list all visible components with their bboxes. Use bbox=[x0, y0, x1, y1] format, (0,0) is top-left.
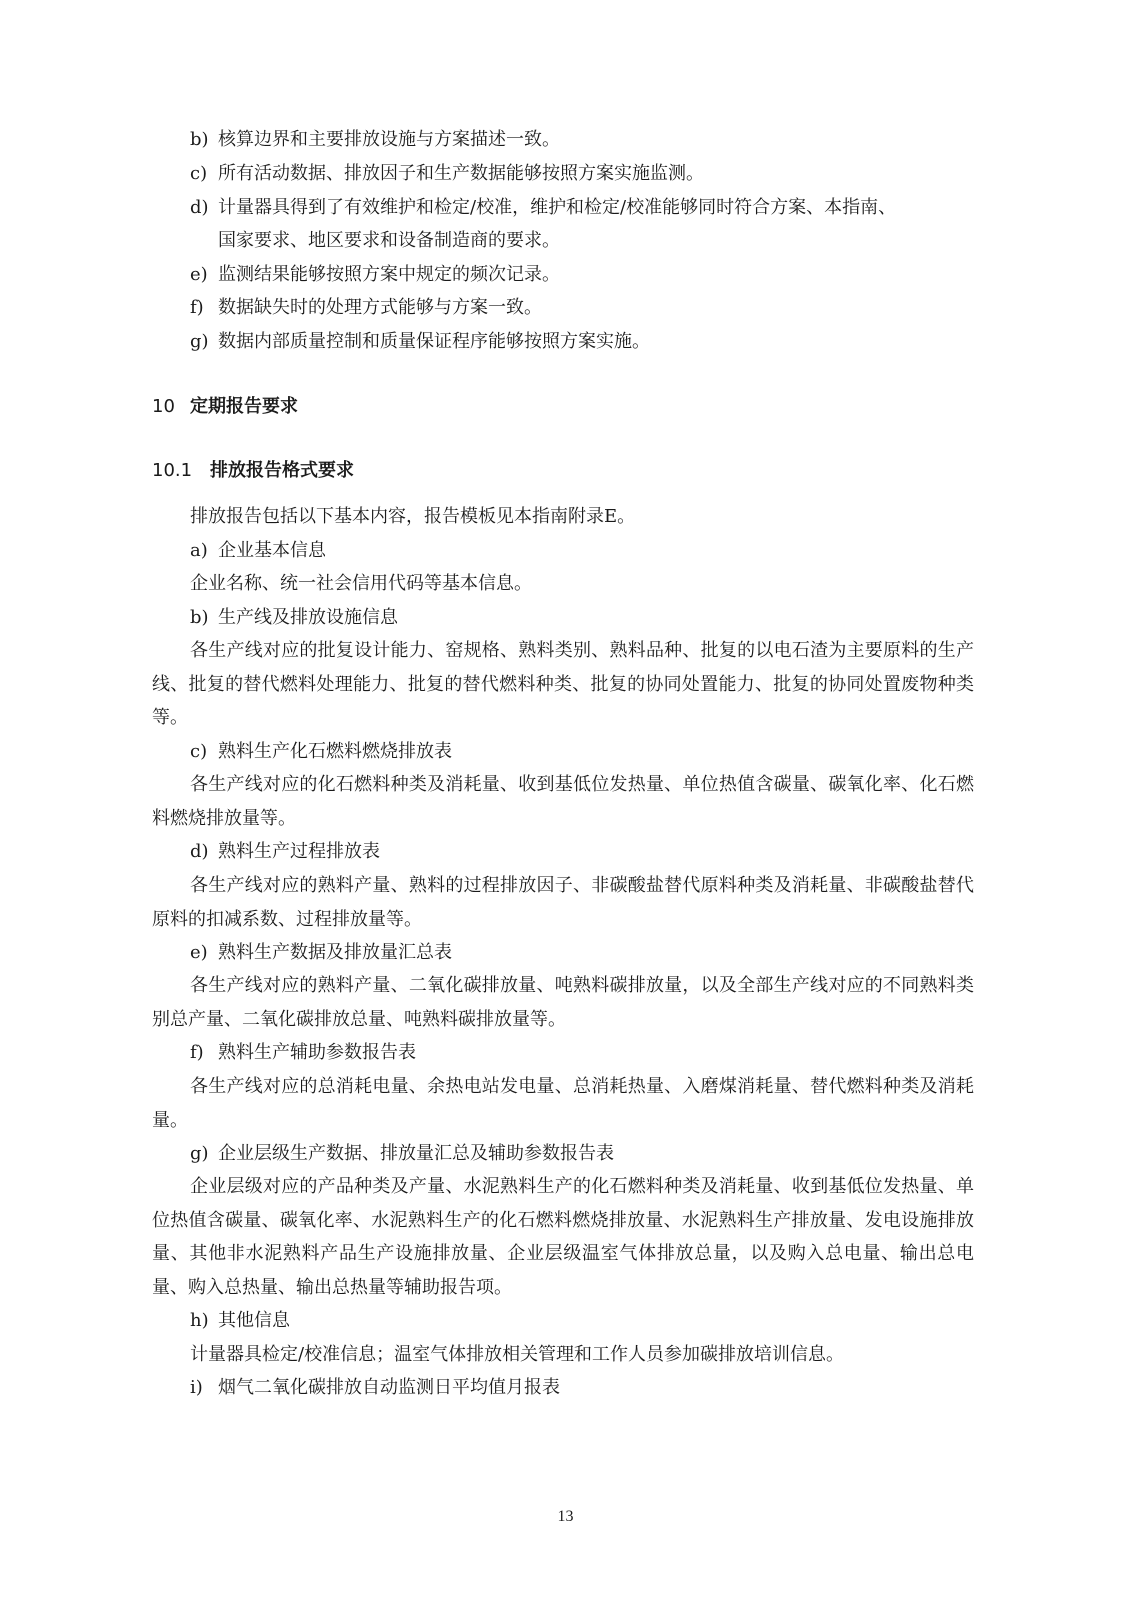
item-title: 烟气二氧化碳排放自动监测日平均值月报表 bbox=[218, 1377, 560, 1398]
item-label: g) bbox=[190, 1143, 209, 1164]
list-text: 监测结果能够按照方案中规定的频次记录。 bbox=[218, 264, 560, 285]
item-label: i) bbox=[190, 1377, 203, 1398]
list-text-continuation: 国家要求、地区要求和设备制造商的要求。 bbox=[218, 230, 560, 251]
item-body: 各生产线对应的总消耗电量、余热电站发电量、总消耗热量、入磨煤消耗量、替代燃料种类及消耗量。 bbox=[152, 1076, 974, 1131]
intro-paragraph: 排放报告包括以下基本内容，报告模板见本指南附录E。 bbox=[190, 506, 636, 527]
item-label: b) bbox=[190, 607, 209, 628]
list-label: c) bbox=[190, 163, 208, 184]
item-heading bbox=[190, 1371, 560, 1405]
item-title: 熟料生产辅助参数报告表 bbox=[218, 1042, 416, 1063]
list-text: 所有活动数据、排放因子和生产数据能够按照方案实施监测。 bbox=[218, 163, 704, 184]
section-heading bbox=[152, 392, 298, 418]
subsection-number: 10.1 bbox=[152, 460, 193, 481]
list-item bbox=[190, 325, 650, 359]
item-label: e) bbox=[190, 942, 208, 963]
item-title: 熟料生产过程排放表 bbox=[218, 841, 380, 862]
item-body: 各生产线对应的熟料产量、二氧化碳排放量、吨熟料碳排放量，以及全部生产线对应的不同熟料类别总产量、二氧化碳排放总量、吨熟料碳排放量等。 bbox=[152, 975, 974, 1030]
item-body: 企业名称、统一社会信用代码等基本信息。 bbox=[190, 573, 532, 594]
list-item bbox=[190, 291, 542, 325]
list-item bbox=[190, 258, 560, 292]
item-title: 其他信息 bbox=[218, 1310, 290, 1331]
list-label: b) bbox=[190, 129, 209, 150]
list-label: f) bbox=[190, 297, 204, 318]
item-title: 熟料生产化石燃料燃烧排放表 bbox=[218, 741, 452, 762]
item-heading bbox=[190, 534, 326, 568]
list-item bbox=[190, 191, 896, 225]
list-text: 数据缺失时的处理方式能够与方案一致。 bbox=[218, 297, 542, 318]
list-label: g) bbox=[190, 331, 209, 352]
list-label: d) bbox=[190, 197, 209, 218]
list-text: 计量器具得到了有效维护和检定/校准，维护和检定/校准能够同时符合方案、本指南、 bbox=[218, 197, 897, 218]
item-heading bbox=[190, 1304, 290, 1338]
item-body: 各生产线对应的化石燃料种类及消耗量、收到基低位发热量、单位热值含碳量、碳氧化率、化石燃料燃烧排放量等。 bbox=[152, 774, 974, 829]
list-item bbox=[190, 123, 560, 157]
list-text: 核算边界和主要排放设施与方案描述一致。 bbox=[218, 129, 560, 150]
section-number: 10 bbox=[152, 396, 175, 417]
list-label: e) bbox=[190, 264, 208, 285]
subsection-title: 排放报告格式要求 bbox=[210, 460, 354, 481]
item-label: d) bbox=[190, 841, 209, 862]
item-title: 企业层级生产数据、排放量汇总及辅助参数报告表 bbox=[218, 1143, 614, 1164]
item-heading bbox=[190, 936, 452, 970]
item-body: 各生产线对应的批复设计能力、窑规格、熟料类别、熟料品种、批复的以电石渣为主要原料的生产线、批复的替代燃料处理能力、批复的替代燃料种类、批复的协同处置能力、批复的协同处置废物种类等。 bbox=[152, 640, 974, 729]
item-body: 计量器具检定/校准信息；温室气体排放相关管理和工作人员参加碳排放培训信息。 bbox=[190, 1344, 845, 1365]
item-heading bbox=[190, 735, 452, 769]
list-item bbox=[190, 157, 704, 191]
item-heading bbox=[190, 1137, 614, 1171]
item-body: 各生产线对应的熟料产量、熟料的过程排放因子、非碳酸盐替代原料种类及消耗量、非碳酸盐替代原料的扣减系数、过程排放量等。 bbox=[152, 875, 974, 930]
item-title: 熟料生产数据及排放量汇总表 bbox=[218, 942, 452, 963]
item-title: 生产线及排放设施信息 bbox=[218, 607, 398, 628]
item-heading bbox=[190, 835, 380, 869]
item-label: a) bbox=[190, 540, 208, 561]
item-label: h) bbox=[190, 1310, 209, 1331]
list-text: 数据内部质量控制和质量保证程序能够按照方案实施。 bbox=[218, 331, 650, 352]
section-title: 定期报告要求 bbox=[190, 396, 298, 417]
item-label: c) bbox=[190, 741, 208, 762]
item-heading bbox=[190, 1036, 416, 1070]
page-number: 13 bbox=[557, 1508, 574, 1525]
item-heading bbox=[190, 601, 398, 635]
item-body: 企业层级对应的产品种类及产量、水泥熟料生产的化石燃料种类及消耗量、收到基低位发热量、单位热值含碳量、碳氧化率、水泥熟料生产的化石燃料燃烧排放量、水泥熟料生产排放量、发电设施排放量、其他非水泥熟料产品生产设施排放量、企业层级温室气体排放总量，以及购入总电量、输出总电量、购入总热量、输出总热量等辅助报告项。 bbox=[152, 1176, 974, 1298]
item-label: f) bbox=[190, 1042, 204, 1063]
item-title: 企业基本信息 bbox=[218, 540, 326, 561]
subsection-heading bbox=[152, 456, 354, 482]
